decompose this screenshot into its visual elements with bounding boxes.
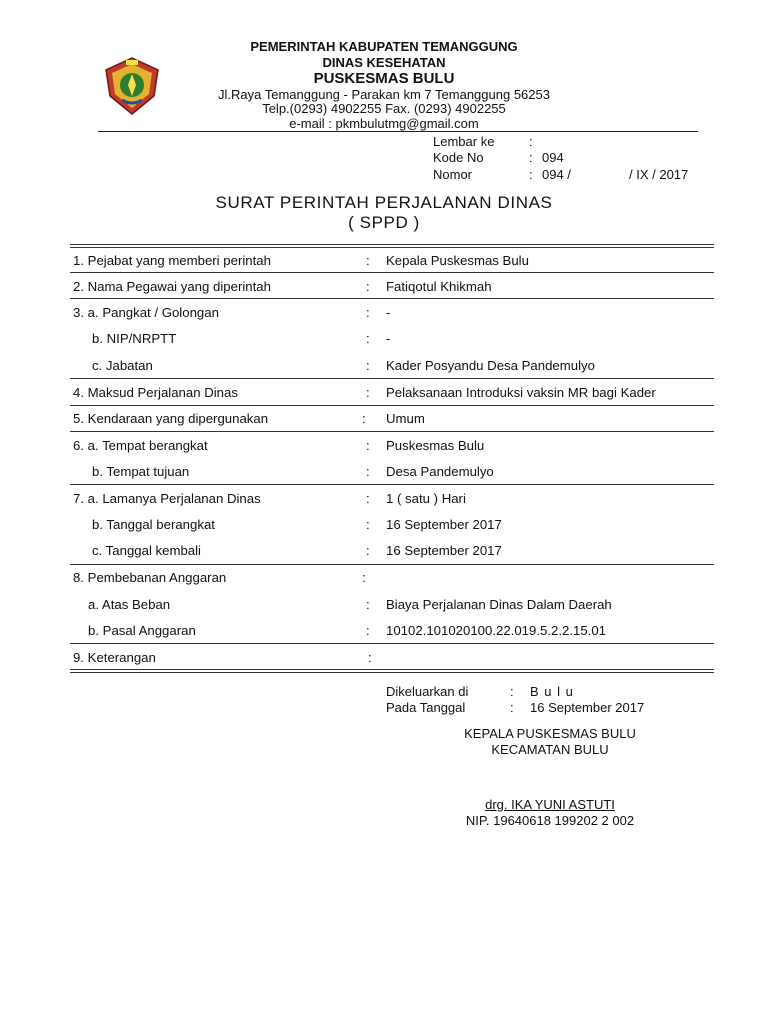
row-value: 1 ( satu ) Hari <box>386 491 466 506</box>
issued-date-colon: : <box>510 700 514 715</box>
issued-at-label: Dikeluarkan di <box>386 684 469 699</box>
row-colon: : <box>366 597 370 612</box>
header-divider <box>98 131 698 132</box>
row-colon: : <box>366 385 370 400</box>
row-value: 16 September 2017 <box>386 543 502 558</box>
row-colon: : <box>366 358 370 373</box>
header-government: PEMERINTAH KABUPATEN TEMANGGUNG <box>250 39 518 54</box>
row-label: 9. Keterangan <box>73 650 156 665</box>
row-value: Kepala Puskesmas Bulu <box>386 253 529 268</box>
row-colon: : <box>366 305 370 320</box>
row-colon: : <box>366 517 370 532</box>
row-label: c. Tanggal kembali <box>92 543 201 558</box>
row-value: Pelaksanaan Introduksi vaksin MR bagi Kader <box>386 385 656 400</box>
row-label: 6. a. Tempat berangkat <box>73 438 208 453</box>
row-colon: : <box>366 279 370 294</box>
row-divider <box>70 405 714 406</box>
row-label: b. Pasal Anggaran <box>88 623 196 638</box>
nomor-label: Nomor <box>433 167 473 182</box>
row-divider <box>70 564 714 565</box>
row-colon: : <box>366 623 370 638</box>
row-label: b. Tanggal berangkat <box>92 517 215 532</box>
lembar-label: Lembar ke <box>433 134 495 149</box>
table-top-line-2 <box>70 247 714 248</box>
row-value: Umum <box>386 411 425 426</box>
header-institution: PUSKESMAS BULU <box>313 70 455 87</box>
row-colon: : <box>366 464 370 479</box>
row-value: Biaya Perjalanan Dinas Dalam Daerah <box>386 597 612 612</box>
kode-label: Kode No <box>433 150 484 165</box>
row-value: Puskesmas Bulu <box>386 438 485 453</box>
kode-value: 094 <box>542 150 564 165</box>
row-label: b. Tempat tujuan <box>92 464 190 479</box>
row-value: - <box>386 305 391 320</box>
signatory-title: KEPALA PUSKESMAS BULU <box>464 726 636 741</box>
kode-colon: : <box>529 150 533 165</box>
row-colon: : <box>366 543 370 558</box>
row-divider <box>70 378 714 379</box>
row-colon: : <box>366 331 370 346</box>
row-value: - <box>386 331 391 346</box>
row-divider <box>70 431 714 432</box>
row-value: Kader Posyandu Desa Pandemulyo <box>386 358 595 373</box>
header-email: e-mail : pkmbulutmg@gmail.com <box>289 116 479 131</box>
row-label: b. NIP/NRPTT <box>92 331 177 346</box>
row-label: 1. Pejabat yang memberi perintah <box>73 253 271 268</box>
row-label: 8. Pembebanan Anggaran <box>73 570 227 585</box>
header-department: DINAS KESEHATAN <box>322 55 446 70</box>
row-colon: : <box>366 253 370 268</box>
nomor-suffix: / IX / 2017 <box>629 167 689 182</box>
header-phone: Telp.(0293) 4902255 Fax. (0293) 4902255 <box>262 101 506 116</box>
nomor-value: 094 / <box>542 167 571 182</box>
row-divider <box>70 643 714 644</box>
row-colon: : <box>362 570 366 585</box>
table-bottom-line-2 <box>70 672 714 673</box>
signatory-subtitle: KECAMATAN BULU <box>491 742 609 757</box>
document-subtitle: ( SPPD ) <box>348 213 420 232</box>
row-divider <box>70 484 714 485</box>
table-top-line <box>70 244 714 245</box>
row-value: 16 September 2017 <box>386 517 502 532</box>
document-title: SURAT PERINTAH PERJALANAN DINAS <box>215 193 553 212</box>
row-colon: : <box>368 650 372 665</box>
issued-date-value: 16 September 2017 <box>530 700 645 715</box>
row-label: 7. a. Lamanya Perjalanan Dinas <box>73 491 261 506</box>
header-address: Jl.Raya Temanggung - Parakan km 7 Temanggung 56253 <box>218 87 550 102</box>
row-label: c. Jabatan <box>92 358 153 373</box>
table-bottom-line <box>70 669 714 670</box>
lembar-colon: : <box>529 134 533 149</box>
row-label: 2. Nama Pegawai yang diperintah <box>73 279 271 294</box>
signatory-nip: NIP. 19640618 199202 2 002 <box>465 813 635 828</box>
row-colon: : <box>362 411 366 426</box>
nomor-colon: : <box>529 167 533 182</box>
row-label: 5. Kendaraan yang dipergunakan <box>73 411 269 426</box>
row-colon: : <box>366 438 370 453</box>
row-value: Fatiqotul Khikmah <box>386 279 492 294</box>
row-divider <box>70 272 714 273</box>
issued-date-label: Pada Tanggal <box>386 700 466 715</box>
row-colon: : <box>366 491 370 506</box>
row-label: a. Atas Beban <box>88 597 171 612</box>
row-value: 10102.101020100.22.019.5.2.2.15.01 <box>386 623 607 638</box>
signatory-name: drg. IKA YUNI ASTUTI <box>485 797 615 812</box>
issued-at-value: B u l u <box>530 684 574 699</box>
issued-at-colon: : <box>510 684 514 699</box>
row-label: 3. a. Pangkat / Golongan <box>73 305 219 320</box>
row-divider <box>70 298 714 299</box>
row-label: 4. Maksud Perjalanan Dinas <box>73 385 238 400</box>
row-value: Desa Pandemulyo <box>386 464 494 479</box>
